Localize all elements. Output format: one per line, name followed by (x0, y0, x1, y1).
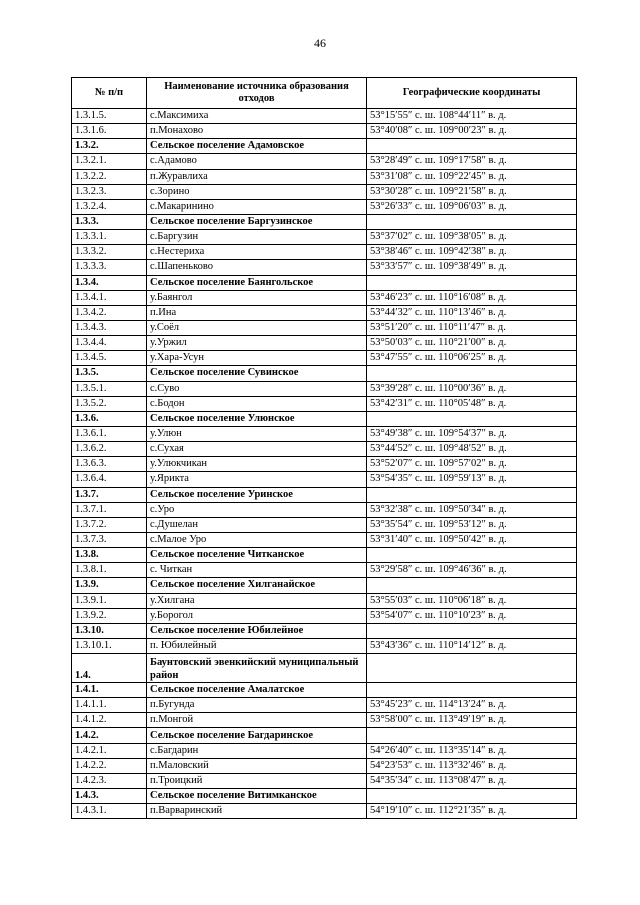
cell-coords: 53°32′38″ с. ш. 109°50′34″ в. д. (367, 502, 577, 517)
cell-coords: 53°44′32″ с. ш. 110°13′46″ в. д. (367, 305, 577, 320)
cell-num: 1.3.7. (72, 487, 147, 502)
cell-num: 1.3.5. (72, 366, 147, 381)
cell-name: у.Хара-Усун (147, 351, 367, 366)
table-row (72, 713, 577, 728)
cell-num: 1.3.2.4. (72, 199, 147, 214)
cell-coords: 53°54′35″ с. ш. 109°59′13″ в. д. (367, 472, 577, 487)
cell-name: у.Соёл (147, 320, 367, 335)
cell-name: п.Бугунда (147, 698, 367, 713)
table-row (72, 608, 577, 623)
section-row (72, 789, 577, 804)
cell-coords: 53°40′08″ с. ш. 109°00′23″ в. д. (367, 124, 577, 139)
cell-coords: 53°49′38″ с. ш. 109°54′37″ в. д. (367, 426, 577, 441)
cell-num: 1.3.3. (72, 214, 147, 229)
cell-name: у.Уржил (147, 336, 367, 351)
cell-name: Сельское поселение Баянгольское (147, 275, 367, 290)
table-row (72, 305, 577, 320)
table-row (72, 230, 577, 245)
section-row (72, 139, 577, 154)
cell-num: 1.3.2.1. (72, 154, 147, 169)
cell-num: 1.3.4.1. (72, 290, 147, 305)
table-row (72, 199, 577, 214)
cell-name: Сельское поселение Читканское (147, 548, 367, 563)
cell-num: 1.3.4.4. (72, 336, 147, 351)
cell-name: с. Читкан (147, 563, 367, 578)
cell-coords: 53°45′23″ с. ш. 114°13′24″ в. д. (367, 698, 577, 713)
cell-name: п.Монахово (147, 124, 367, 139)
section-row (72, 578, 577, 593)
cell-name: у.Яриктa (147, 472, 367, 487)
table-row (72, 593, 577, 608)
cell-num: 1.4.1. (72, 683, 147, 698)
table-row (72, 260, 577, 275)
cell-name: Сельское поселение Улюнское (147, 411, 367, 426)
section-row (72, 214, 577, 229)
table-row (72, 169, 577, 184)
section-row (72, 366, 577, 381)
cell-num: 1.3.7.2. (72, 517, 147, 532)
cell-name: Сельское поселение Адамовское (147, 139, 367, 154)
cell-name: п.Варваринский (147, 804, 367, 819)
section-row (72, 728, 577, 743)
table-row (72, 532, 577, 547)
cell-coords: 54°35′34″ с. ш. 113°08′47″ в. д. (367, 773, 577, 788)
cell-coords (367, 139, 577, 154)
cell-name: у.Баянгол (147, 290, 367, 305)
table-row (72, 472, 577, 487)
cell-name: у.Хилгана (147, 593, 367, 608)
cell-num: 1.3.1.5. (72, 109, 147, 124)
cell-name: с.Малое Уро (147, 532, 367, 547)
cell-num: 1.4.3.1. (72, 804, 147, 819)
table-header-row (72, 78, 577, 109)
cell-num: 1.4.1.2. (72, 713, 147, 728)
cell-name: с.Багдарин (147, 743, 367, 758)
cell-coords: 53°30′28″ с. ш. 109°21′58″ в. д. (367, 184, 577, 199)
cell-num: 1.4.2. (72, 728, 147, 743)
section-row (72, 654, 577, 683)
cell-num: 1.3.8. (72, 548, 147, 563)
cell-name: п. Юбилейный (147, 638, 367, 653)
table-row (72, 773, 577, 788)
cell-num: 1.3.2.2. (72, 169, 147, 184)
cell-coords: 53°50′03″ с. ш. 110°21′00″ в. д. (367, 336, 577, 351)
cell-num: 1.3.9.2. (72, 608, 147, 623)
cell-coords (367, 789, 577, 804)
cell-num: 1.4.2.1. (72, 743, 147, 758)
cell-name: с.Нестериха (147, 245, 367, 260)
cell-name: с.Уро (147, 502, 367, 517)
cell-num: 1.3.6.1. (72, 426, 147, 441)
cell-num: 1.3.7.1. (72, 502, 147, 517)
table-row (72, 426, 577, 441)
cell-name: с.Суво (147, 381, 367, 396)
table-row (72, 351, 577, 366)
cell-coords: 53°51′20″ с. ш. 110°11′47″ в. д. (367, 320, 577, 335)
cell-name: Сельское поселение Витимканское (147, 789, 367, 804)
cell-name: Баунтовский эвенкийский муниципальный район (147, 654, 367, 683)
cell-num: 1.3.4.3. (72, 320, 147, 335)
cell-num: 1.3.5.1. (72, 381, 147, 396)
table-row (72, 154, 577, 169)
cell-name: Сельское поселение Сувинское (147, 366, 367, 381)
cell-num: 1.3.8.1. (72, 563, 147, 578)
cell-name: с.Баргузин (147, 230, 367, 245)
section-row (72, 411, 577, 426)
table-row (72, 804, 577, 819)
cell-coords: 53°37′02″ с. ш. 109°38′05″ в. д. (367, 230, 577, 245)
table-row (72, 336, 577, 351)
page-number: 46 (314, 36, 326, 50)
cell-num: 1.3.9.1. (72, 593, 147, 608)
cell-coords (367, 366, 577, 381)
cell-num: 1.4.2.3. (72, 773, 147, 788)
cell-coords (367, 275, 577, 290)
section-row (72, 275, 577, 290)
cell-coords: 54°19′10″ с. ш. 112°21′35″ в. д. (367, 804, 577, 819)
cell-coords: 54°26′40″ с. ш. 113°35′14″ в. д. (367, 743, 577, 758)
table-body (72, 109, 577, 819)
cell-num: 1.3.9. (72, 578, 147, 593)
cell-num: 1.4. (72, 654, 147, 683)
cell-coords (367, 214, 577, 229)
cell-coords: 53°52′07″ с. ш. 109°57′02″ в. д. (367, 457, 577, 472)
cell-name: Сельское поселение Амалатское (147, 683, 367, 698)
cell-name: п.Журавлиха (147, 169, 367, 184)
table-row (72, 758, 577, 773)
header-num: № п/п (72, 78, 147, 109)
section-row (72, 548, 577, 563)
section-row (72, 683, 577, 698)
cell-name: Сельское поселение Багдаринское (147, 728, 367, 743)
cell-num: 1.3.3.1. (72, 230, 147, 245)
table-row (72, 638, 577, 653)
cell-coords: 53°54′07″ с. ш. 110°10′23″ в. д. (367, 608, 577, 623)
cell-num: 1.3.6.4. (72, 472, 147, 487)
cell-num: 1.3.7.3. (72, 532, 147, 547)
cell-num: 1.3.3.3. (72, 260, 147, 275)
cell-name: с.Максимиха (147, 109, 367, 124)
cell-coords (367, 411, 577, 426)
table-row (72, 290, 577, 305)
cell-num: 1.3.6. (72, 411, 147, 426)
cell-coords (367, 548, 577, 563)
cell-coords: 53°39′28″ с. ш. 110°00′36″ в. д. (367, 381, 577, 396)
cell-coords: 53°47′55″ с. ш. 110°06′25″ в. д. (367, 351, 577, 366)
cell-name: с.Душелан (147, 517, 367, 532)
cell-num: 1.3.3.2. (72, 245, 147, 260)
table-row (72, 442, 577, 457)
cell-num: 1.3.10. (72, 623, 147, 638)
table-row (72, 245, 577, 260)
cell-coords: 53°46′23″ с. ш. 110°16′08″ в. д. (367, 290, 577, 305)
cell-name: с.Шапеньково (147, 260, 367, 275)
cell-name: п.Ина (147, 305, 367, 320)
table-row (72, 396, 577, 411)
cell-coords (367, 578, 577, 593)
cell-name: Сельское поселение Хилганайское (147, 578, 367, 593)
cell-coords: 54°23′53″ с. ш. 113°32′46″ в. д. (367, 758, 577, 773)
cell-name: п.Маловский (147, 758, 367, 773)
table-row (72, 517, 577, 532)
cell-name: с.Бодон (147, 396, 367, 411)
cell-name: у.Улюн (147, 426, 367, 441)
section-row (72, 623, 577, 638)
cell-coords (367, 654, 577, 683)
table-row (72, 109, 577, 124)
coordinates-table (71, 77, 577, 819)
cell-coords: 53°35′54″ с. ш. 109°53′12″ в. д. (367, 517, 577, 532)
cell-num: 1.3.1.6. (72, 124, 147, 139)
cell-name: с.Сухая (147, 442, 367, 457)
cell-name: с.Зорино (147, 184, 367, 199)
cell-coords: 53°42′31″ с. ш. 110°05′48″ в. д. (367, 396, 577, 411)
cell-name: с.Адамово (147, 154, 367, 169)
cell-coords (367, 728, 577, 743)
cell-num: 1.3.6.3. (72, 457, 147, 472)
cell-name: п.Троицкий (147, 773, 367, 788)
table-row (72, 320, 577, 335)
cell-num: 1.3.5.2. (72, 396, 147, 411)
header-name: Наименование источника образования отходов (147, 78, 367, 109)
cell-coords (367, 683, 577, 698)
cell-name: у.Улюкчикан (147, 457, 367, 472)
cell-coords: 53°26′33″ с. ш. 109°06′03″ в. д. (367, 199, 577, 214)
cell-coords: 53°29′58″ с. ш. 109°46′36″ в. д. (367, 563, 577, 578)
cell-num: 1.4.2.2. (72, 758, 147, 773)
cell-num: 1.3.6.2. (72, 442, 147, 457)
cell-coords: 53°43′36″ с. ш. 110°14′12″ в. д. (367, 638, 577, 653)
cell-coords: 53°38′46″ с. ш. 109°42′38″ в. д. (367, 245, 577, 260)
cell-coords: 53°28′49″ с. ш. 109°17′58″ в. д. (367, 154, 577, 169)
cell-num: 1.3.2. (72, 139, 147, 154)
cell-coords (367, 487, 577, 502)
cell-num: 1.3.4. (72, 275, 147, 290)
cell-num: 1.4.3. (72, 789, 147, 804)
table-row (72, 124, 577, 139)
cell-num: 1.3.2.3. (72, 184, 147, 199)
table-row (72, 502, 577, 517)
cell-name: с.Макаринино (147, 199, 367, 214)
section-row (72, 487, 577, 502)
table-row (72, 743, 577, 758)
table-row (72, 381, 577, 396)
cell-coords: 53°55′03″ с. ш. 110°06′18″ в. д. (367, 593, 577, 608)
cell-name: Сельское поселение Юбилейное (147, 623, 367, 638)
cell-coords: 53°33′57″ с. ш. 109°38′49″ в. д. (367, 260, 577, 275)
cell-name: Сельское поселение Баргузинское (147, 214, 367, 229)
cell-name: у.Борогол (147, 608, 367, 623)
cell-coords: 53°31′40″ с. ш. 109°50′42″ в. д. (367, 532, 577, 547)
cell-num: 1.3.10.1. (72, 638, 147, 653)
table-row (72, 457, 577, 472)
table-row (72, 563, 577, 578)
cell-coords: 53°44′52″ с. ш. 109°48′52″ в. д. (367, 442, 577, 457)
cell-coords: 53°58′00″ с. ш. 113°49′19″ в. д. (367, 713, 577, 728)
table-row (72, 184, 577, 199)
cell-name: Сельское поселение Уринское (147, 487, 367, 502)
cell-num: 1.3.4.2. (72, 305, 147, 320)
table-row (72, 698, 577, 713)
cell-coords (367, 623, 577, 638)
cell-name: п.Монгой (147, 713, 367, 728)
cell-num: 1.3.4.5. (72, 351, 147, 366)
cell-num: 1.4.1.1. (72, 698, 147, 713)
cell-coords: 53°31′08″ с. ш. 109°22′45″ в. д. (367, 169, 577, 184)
header-coords: Географические координаты (367, 78, 577, 109)
cell-coords: 53°15′55″ с. ш. 108°44′11″ в. д. (367, 109, 577, 124)
